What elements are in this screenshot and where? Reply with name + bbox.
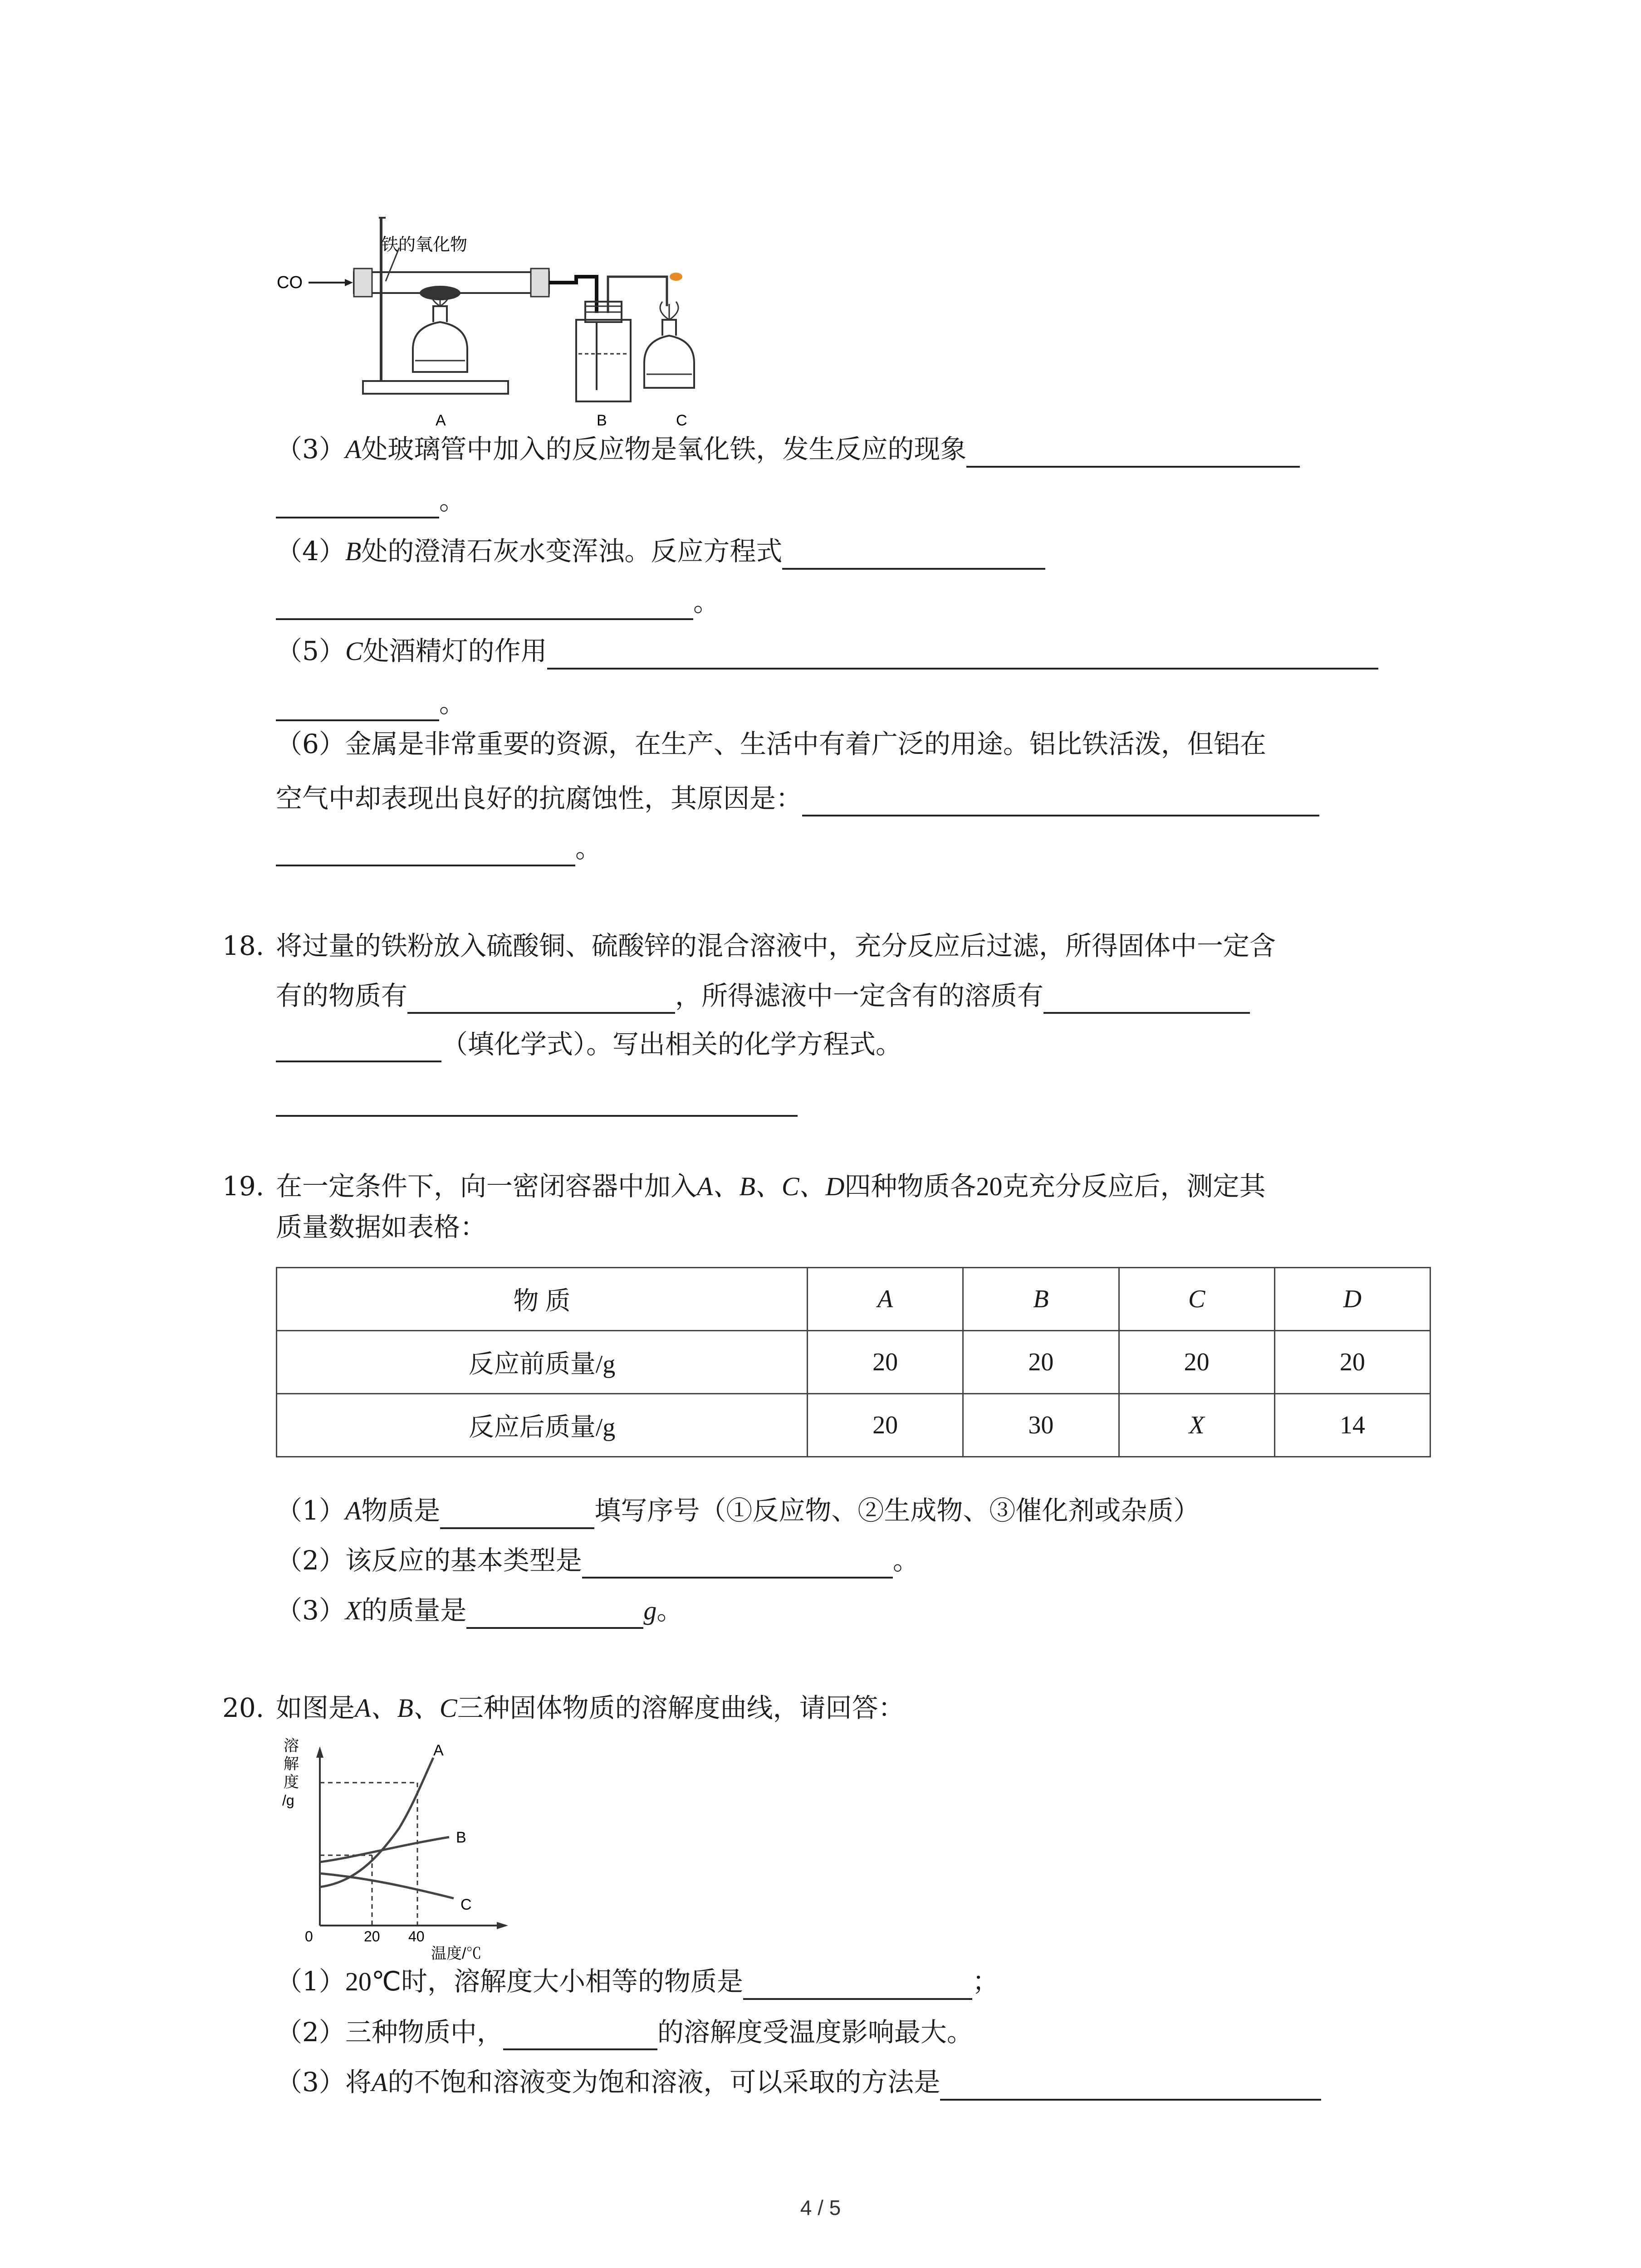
q17-part6-cont: 。 <box>276 830 602 866</box>
table-cell: 20 <box>1274 1331 1430 1394</box>
q20-p3-blank[interactable] <box>940 2071 1321 2101</box>
curve-b <box>320 1837 449 1862</box>
table-header-cell: B <box>963 1268 1119 1331</box>
table-header-cell: 物 质 <box>277 1268 808 1331</box>
burner-c <box>644 336 694 388</box>
table-header-cell: C <box>1119 1268 1274 1331</box>
y-label-2: 解 <box>284 1755 299 1773</box>
q18-solute-blank[interactable] <box>1043 984 1250 1014</box>
q17-p6-blank[interactable] <box>802 787 1319 816</box>
solubility-figure <box>277 1737 531 1964</box>
q17-part6-line1: （6）金属是非常重要的资源，在生产、生活中有着广泛的用途。铝比铁活泼，但铝在 <box>276 728 1266 759</box>
q17-part3-cont: 。 <box>276 482 465 518</box>
tick-20: 20 <box>364 1928 380 1945</box>
co-label: CO <box>277 273 303 292</box>
table-cell: 14 <box>1274 1394 1430 1457</box>
label-a: A <box>436 412 446 429</box>
q19-part3: （3）X的质量是 g。 <box>276 1592 683 1629</box>
apparatus-diagram <box>277 209 740 435</box>
q19-number: 19. <box>222 1171 265 1202</box>
q17-p3-blank2[interactable] <box>276 489 439 518</box>
mass-data-table <box>276 1267 1431 1457</box>
table-cell: 20 <box>1119 1331 1274 1394</box>
curve-b-label: B <box>456 1829 466 1846</box>
q18-solid-blank[interactable] <box>407 984 675 1014</box>
y-label-4: /g <box>282 1792 294 1809</box>
q18-line3: （填化学式）。写出相关的化学方程式。 <box>276 1026 902 1062</box>
table-cell: 反应后质量/g <box>277 1394 808 1457</box>
q18-number: 18. <box>222 930 265 961</box>
q17-part5-cont: 。 <box>276 685 465 721</box>
stopper-right <box>531 269 549 297</box>
table-cell: 20 <box>808 1331 963 1394</box>
q20-part3: （3）将A的不饱和溶液变为饱和溶液，可以采取的方法是 <box>276 2064 1321 2101</box>
curve-c <box>320 1873 454 1898</box>
q19-line2: 质量数据如表格： <box>276 1212 487 1242</box>
connecting-tube-bc <box>608 277 667 313</box>
q17-p3-blank[interactable] <box>966 438 1300 468</box>
q18-solute-blank2[interactable] <box>276 1032 441 1062</box>
q17-p6-blank2[interactable] <box>276 836 575 866</box>
q17-p4-blank[interactable] <box>782 540 1045 570</box>
table-cell: 20 <box>963 1331 1119 1394</box>
bottle-b <box>576 320 631 401</box>
table-header-cell: D <box>1274 1268 1430 1331</box>
label-c: C <box>676 412 687 429</box>
apparatus-figure <box>277 209 740 435</box>
table-cell: 20 <box>808 1394 963 1457</box>
q17-p5-blank2[interactable] <box>276 691 439 721</box>
q17-p4-blank2[interactable] <box>276 590 693 620</box>
stopper-left <box>354 269 372 297</box>
table-cell: X <box>1119 1394 1274 1457</box>
burner-a <box>413 322 467 372</box>
table-row <box>277 1331 1430 1394</box>
table-row <box>277 1268 1430 1331</box>
y-label-1: 溶 <box>284 1737 299 1755</box>
table-header-cell: A <box>808 1268 963 1331</box>
q19-p3-blank[interactable] <box>466 1599 643 1629</box>
q19-part1: （1）A物质是 填写序号（①反应物、②生成物、③催化剂或杂质） <box>276 1492 1200 1529</box>
q20-number: 20. <box>222 1692 265 1723</box>
co-arrowhead <box>345 279 353 286</box>
q17-part6-line2: 空气中却表现出良好的抗腐蚀性，其原因是： <box>276 780 1319 816</box>
q18-line2: 有的物质有 ，所得滤液中一定含有的溶质有 <box>276 978 1250 1014</box>
table-row <box>277 1394 1430 1457</box>
x-label: 温度/℃ <box>431 1945 482 1962</box>
q20-line1: 如图是A、B、C三种固体物质的溶解度曲线，请回答： <box>276 1692 905 1723</box>
q18-line4 <box>276 1080 798 1117</box>
q17-part4-cont: 。 <box>276 584 720 620</box>
curve-a-label: A <box>433 1742 444 1759</box>
q18-line1: 将过量的铁粉放入硫酸铜、硫酸锌的混合溶液中，充分反应后过滤，所得固体中一定含 <box>276 930 1276 961</box>
q18-equation-blank[interactable] <box>276 1087 798 1117</box>
q20-p1-blank[interactable] <box>743 1970 972 2000</box>
tick-40: 40 <box>408 1928 425 1945</box>
table-cell: 30 <box>963 1394 1119 1457</box>
q19-p2-blank[interactable] <box>582 1549 893 1579</box>
solubility-curve-diagram <box>277 1737 531 1964</box>
q20-part1: （1）20℃时，溶解度大小相等的物质是 ； <box>276 1963 999 2000</box>
table-cell: 反应前质量/g <box>277 1331 808 1394</box>
origin-label: 0 <box>305 1928 313 1945</box>
q17-part4: （4）B处的澄清石灰水变浑浊。反应方程式 <box>276 533 1045 570</box>
q20-part2: （2）三种物质中， 的溶解度受温度影响最大。 <box>276 2014 973 2050</box>
connecting-tube-ab <box>549 277 597 313</box>
iron-oxide-label: 铁的氧化物 <box>381 235 468 254</box>
q17-p5-blank[interactable] <box>547 640 1378 670</box>
curve-c-label: C <box>460 1896 472 1913</box>
flame <box>670 273 682 281</box>
q19-part2: （2）该反应的基本类型是 。 <box>276 1542 919 1579</box>
page-number: 4 / 5 <box>800 2196 841 2219</box>
label-b: B <box>597 412 607 429</box>
q20-p2-blank[interactable] <box>503 2020 657 2050</box>
y-label-3: 度 <box>284 1774 299 1791</box>
q17-part5: （5）C处酒精灯的作用 <box>276 633 1378 670</box>
curve-a <box>320 1758 433 1887</box>
stand-base <box>363 381 508 394</box>
q17-part3: （3）A处玻璃管中加入的反应物是氧化铁，发生反应的现象 <box>276 431 1300 468</box>
q19-p1-blank[interactable] <box>440 1499 594 1529</box>
q19-line1: 在一定条件下，向一密闭容器中加入A、B、C、D四种物质各20克充分反应后，测定其 <box>276 1171 1266 1202</box>
